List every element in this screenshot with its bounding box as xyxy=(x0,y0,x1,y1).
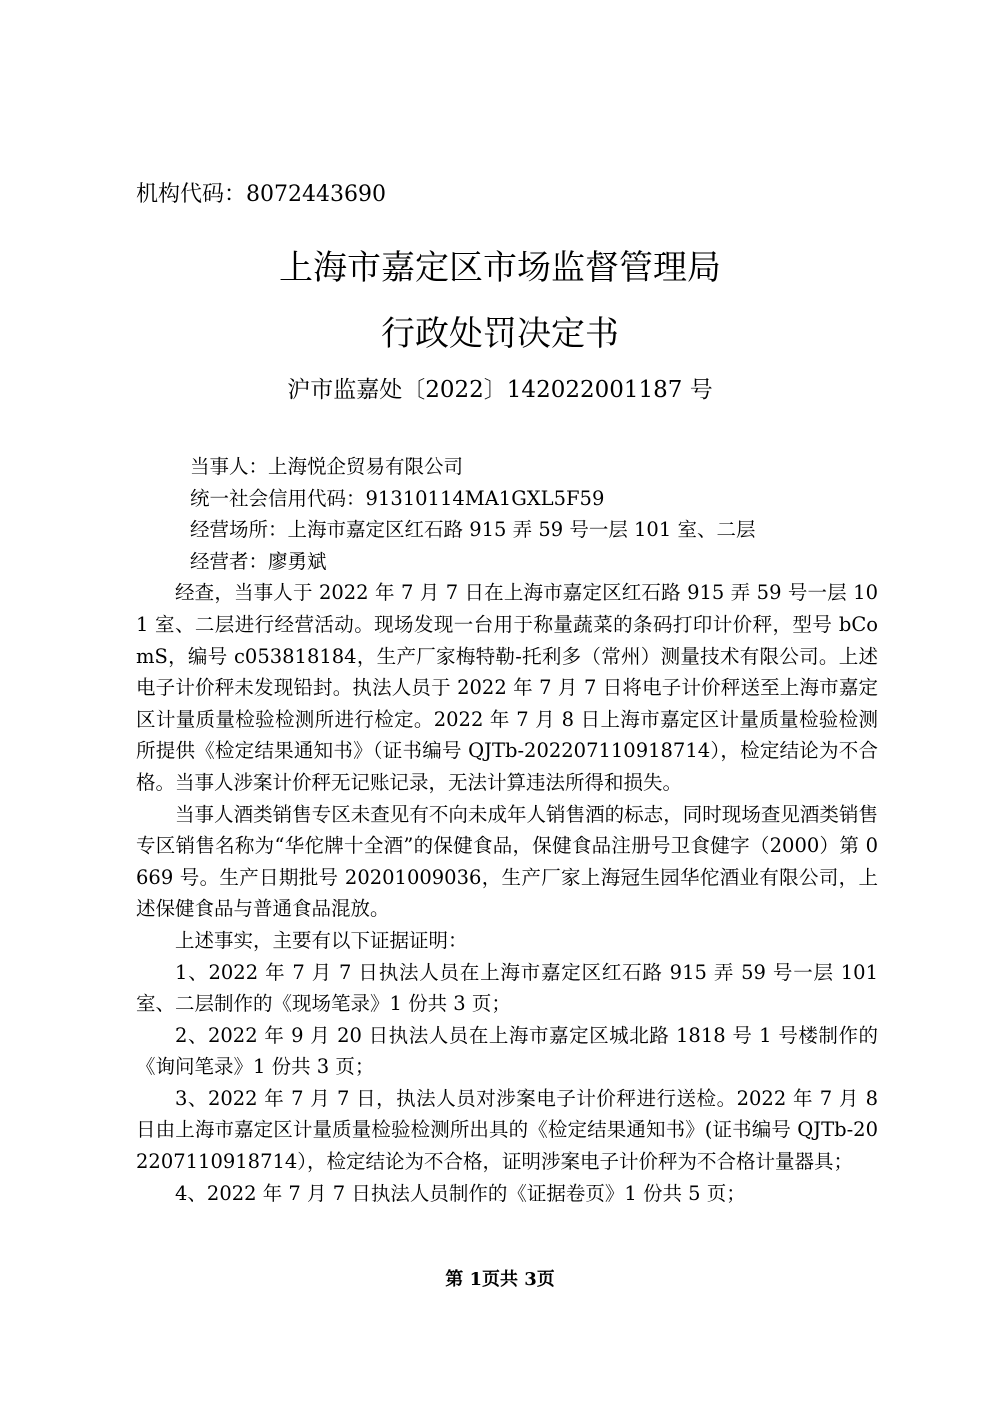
evidence-item-4: 4、2022 年 7 月 7 日执法人员制作的《证据卷页》1 份共 5 页； xyxy=(175,1181,746,1205)
evidence-item-1: 1、2022 年 7 月 7 日执法人员在上海市嘉定区红石路 915 弄 59 号一层 101 室、二层制作的《现场笔录》1 份共 3 页； xyxy=(136,960,878,1016)
party-name: 当事人：上海悦企贸易有限公司 xyxy=(190,455,464,478)
paragraph-investigation: 经查，当事人于 2022 年 7 月 7 日在上海市嘉定区红石路 915 弄 59 号一层 101 室、二层进行经营活动。现场发现一台用于称量蔬菜的条码打印计价秤，型号 bComS，编号 c053818184，生产厂家梅特勒-托利多（常州）测量技术有限公司。上述电子计价秤未发现铅封。执法人员于 2022 年 7 月 7 日将电子计价秤送至上海市嘉定区计量质量检验检测所进行检定。2022 年 7 月 8 日上海市嘉定区计量质量检验检测所提供《检定结果通知书》（证书编号 QJTb-202207110918714），检定结论为不合格。当事人涉案计价秤无记账记录，无法计算违法所得和损失。 xyxy=(136,581,878,794)
paragraph-alcohol-zone: 当事人酒类销售专区未查见有不向未成年人销售酒的标志，同时现场查见酒类销售专区销售名称为“华佗牌十全酒”的保健食品，保健食品注册号卫食健字（2000）第 0669 号。生产日期批号 20201009036，生产厂家上海冠生园华佗酒业有限公司，上述保健食品与普通食品混放。 xyxy=(136,802,878,921)
party-credit-code: 统一社会信用代码：91310114MA1GXL5F59 xyxy=(190,486,605,510)
document-number: 沪市监嘉处〔2022〕142022001187 号 xyxy=(287,377,713,403)
party-operator: 经营者：廖勇斌 xyxy=(190,549,327,573)
evidence-item-3: 3、2022 年 7 月 7 日，执法人员对涉案电子计价秤进行送检。2022 年 7 月 8 日由上海市嘉定区计量质量检验检测所出具的《检定结果通知书》(证书编号 QJTb-202207110918714），检定结论为不合格，证明涉案电子计价秤为不合格计量器具； xyxy=(136,1086,878,1174)
page-footer: 第 1页共 3页 xyxy=(445,1269,555,1290)
org-code: 机构代码：8072443690 xyxy=(136,182,386,207)
party-address: 经营场所：上海市嘉定区红石路 915 弄 59 号一层 101 室、二层 xyxy=(190,518,756,542)
document-type-title: 行政处罚决定书 xyxy=(381,314,619,354)
document-body xyxy=(136,451,878,1209)
agency-title: 上海市嘉定区市场监督管理局 xyxy=(279,248,721,288)
paragraph-evidence-intro: 上述事实，主要有以下证据证明： xyxy=(175,928,468,952)
evidence-item-2: 2、2022 年 9 月 20 日执法人员在上海市嘉定区城北路 1818 号 1 号楼制作的《询问笔录》1 份共 3 页； xyxy=(136,1023,878,1079)
